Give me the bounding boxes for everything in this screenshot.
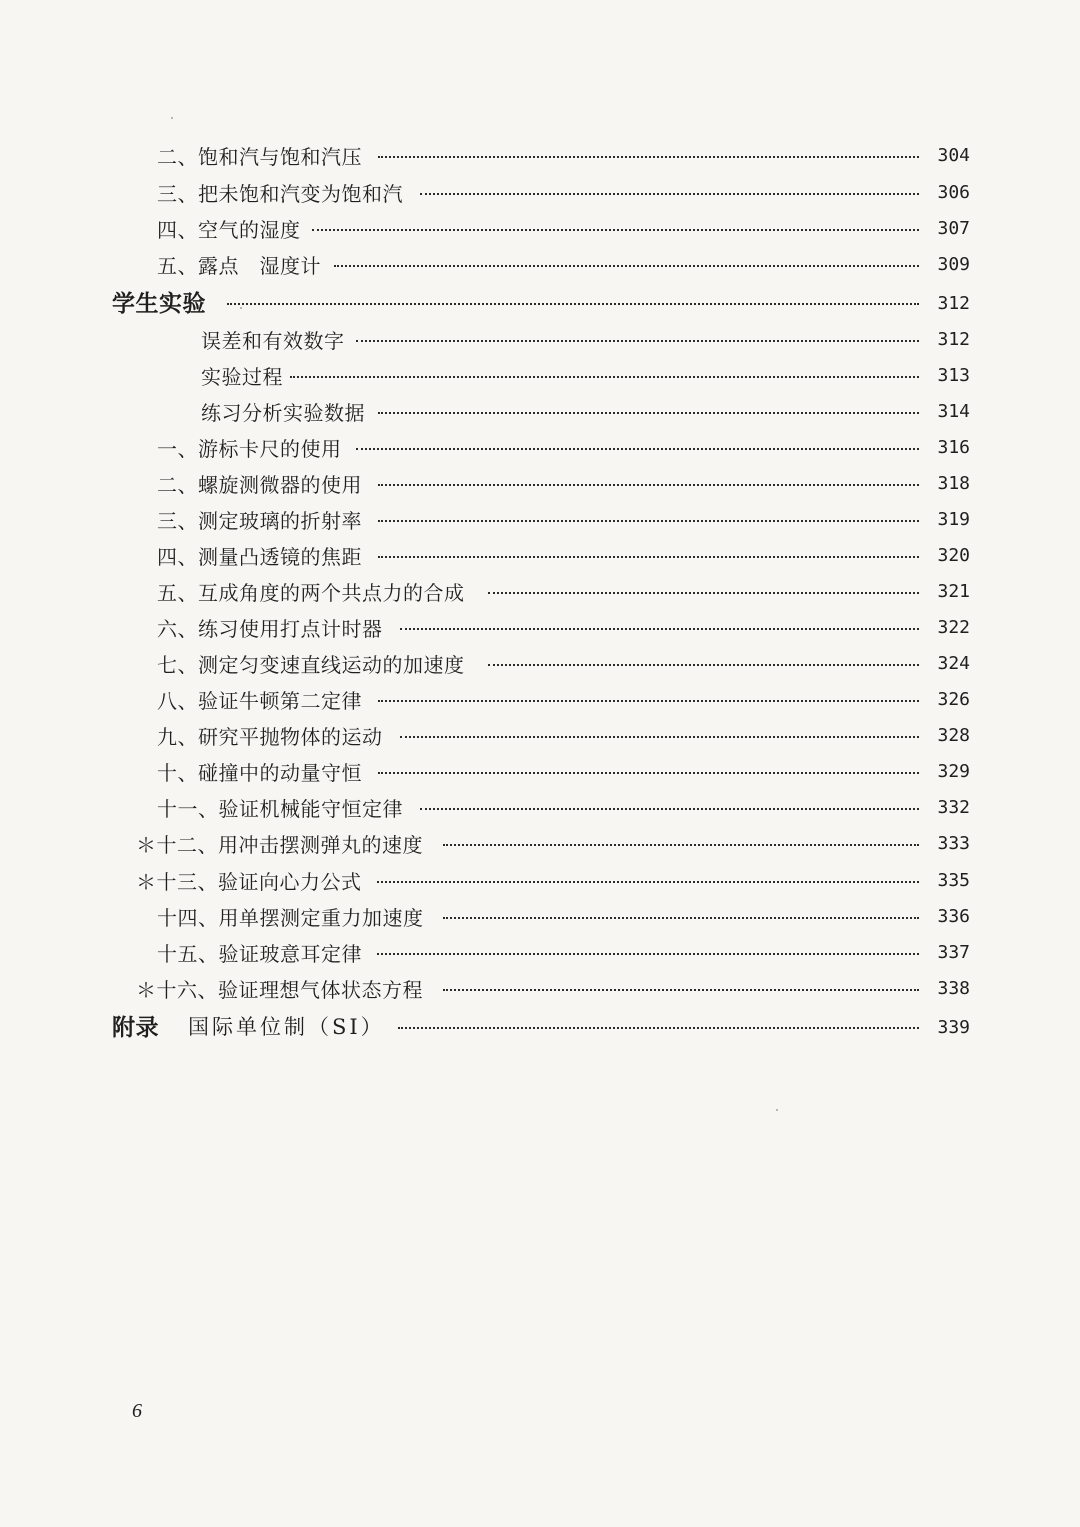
toc-item-title: 十四、用单摆测定重力加速度 — [157, 906, 424, 930]
toc-item-title: 一、游标卡尺的使用 — [157, 437, 342, 461]
toc-page-number: 324 — [937, 653, 970, 674]
toc-item-title: 七、测定匀变速直线运动的加速度 — [157, 653, 465, 677]
toc-page-number: 335 — [937, 870, 970, 891]
toc-item-title: ＊十三、验证向心力公式 — [136, 870, 362, 894]
toc-row — [0, 619, 1080, 655]
page-number: 6 — [132, 1400, 142, 1422]
toc-page-number: 337 — [937, 942, 970, 963]
toc-leader-dots — [400, 628, 919, 630]
toc-item-title: 四、空气的湿度 — [157, 218, 301, 242]
toc-page-number: 338 — [937, 978, 970, 999]
toc-page-number: 314 — [937, 401, 970, 422]
toc-row — [0, 691, 1080, 727]
toc-row — [0, 547, 1080, 583]
toc-row — [0, 367, 1080, 403]
toc-row — [0, 944, 1080, 980]
toc-row — [0, 980, 1080, 1016]
toc-page-number: 322 — [937, 617, 970, 638]
toc-page-number: 316 — [937, 437, 970, 458]
toc-leader-dots — [378, 772, 919, 774]
toc-page-number: 321 — [937, 581, 970, 602]
toc-row — [0, 331, 1080, 367]
toc-leader-dots — [377, 881, 919, 883]
appendix-subtitle: 国际单位制（SI） — [188, 1015, 385, 1039]
toc-item-title: ＊十六、验证理想气体状态方程 — [136, 978, 423, 1002]
toc-item-title: 三、把未饱和汽变为饱和汽 — [157, 182, 403, 206]
toc-leader-dots — [312, 229, 919, 231]
section-title: 学生实验 — [112, 290, 206, 317]
toc-page-number: 307 — [937, 218, 970, 239]
toc-row — [0, 403, 1080, 439]
toc-row — [0, 655, 1080, 691]
toc-page-number: 304 — [937, 145, 970, 166]
toc-row — [0, 763, 1080, 799]
toc-item-title: 六、练习使用打点计时器 — [157, 617, 383, 641]
toc-page-number: 333 — [937, 833, 970, 854]
toc-row — [0, 475, 1080, 511]
toc-section-row — [0, 292, 1080, 328]
toc-leader-dots — [290, 376, 919, 378]
paper-speck — [171, 117, 173, 119]
toc-page-number: 339 — [937, 1017, 970, 1038]
toc-leader-dots — [334, 265, 919, 267]
toc-item-title: 十、碰撞中的动量守恒 — [157, 761, 362, 785]
toc-page-number: 328 — [937, 725, 970, 746]
toc-leader-dots — [488, 664, 919, 666]
toc-item-title: 四、测量凸透镜的焦距 — [157, 545, 362, 569]
toc-item-title: 二、饱和汽与饱和汽压 — [157, 145, 362, 169]
toc-item-title: 十五、验证玻意耳定律 — [157, 942, 362, 966]
toc-leader-dots — [378, 556, 919, 558]
toc-item-title: 八、验证牛顿第二定律 — [157, 689, 362, 713]
toc-page-number: 336 — [937, 906, 970, 927]
toc-page-number: 326 — [937, 689, 970, 710]
toc-leader-dots — [378, 700, 919, 702]
toc-leader-dots — [378, 520, 919, 522]
toc-row — [0, 799, 1080, 835]
toc-leader-dots — [378, 412, 919, 414]
toc-row — [0, 727, 1080, 763]
toc-item-title: 九、研究平抛物体的运动 — [157, 725, 383, 749]
toc-row — [0, 147, 1080, 183]
toc-row — [0, 511, 1080, 547]
toc-leader-dots — [443, 917, 919, 919]
appendix-row — [0, 1016, 1080, 1052]
toc-row — [0, 220, 1080, 256]
toc-page-number: 332 — [937, 797, 970, 818]
toc-item-title: 五、露点 湿度计 — [157, 254, 321, 278]
toc-row — [0, 439, 1080, 475]
toc-item-title: 五、互成角度的两个共点力的合成 — [157, 581, 465, 605]
appendix-title: 附录 — [112, 1014, 159, 1041]
toc-leader-dots — [398, 1027, 919, 1029]
toc-item-title: 十一、验证机械能守恒定律 — [157, 797, 403, 821]
toc-row — [0, 872, 1080, 908]
toc-row — [0, 583, 1080, 619]
toc-page-number: 309 — [937, 254, 970, 275]
paper-speck — [776, 1109, 778, 1111]
toc-page-number: 320 — [937, 545, 970, 566]
toc-leader-dots — [420, 808, 919, 810]
toc-page-number: 312 — [937, 293, 970, 314]
toc-leader-dots — [378, 484, 919, 486]
toc-row — [0, 256, 1080, 292]
toc-row — [0, 908, 1080, 944]
toc-leader-dots — [420, 193, 919, 195]
toc-leader-dots — [356, 340, 919, 342]
toc-item-title: 二、螺旋测微器的使用 — [157, 473, 362, 497]
toc-leader-dots — [400, 736, 919, 738]
toc-page-number: 318 — [937, 473, 970, 494]
toc-leader-dots — [356, 448, 919, 450]
toc-page-number: 319 — [937, 509, 970, 530]
toc-row — [0, 184, 1080, 220]
toc-leader-dots — [227, 303, 919, 305]
toc-item-title: 三、测定玻璃的折射率 — [157, 509, 362, 533]
toc-item-title: 练习分析实验数据 — [201, 401, 365, 425]
toc-item-title: 实验过程 — [201, 365, 283, 389]
toc-row — [0, 835, 1080, 871]
toc-page-number: 312 — [937, 329, 970, 350]
toc-leader-dots — [443, 844, 919, 846]
toc-leader-dots — [488, 592, 919, 594]
toc-leader-dots — [378, 156, 919, 158]
toc-item-title: ＊十二、用冲击摆测弹丸的速度 — [136, 833, 423, 857]
toc-page-number: 329 — [937, 761, 970, 782]
toc-leader-dots — [377, 953, 919, 955]
toc-page-number: 306 — [937, 182, 970, 203]
toc-page-number: 313 — [937, 365, 970, 386]
toc-leader-dots — [443, 989, 919, 991]
toc-item-title: 误差和有效数字 — [201, 329, 345, 353]
